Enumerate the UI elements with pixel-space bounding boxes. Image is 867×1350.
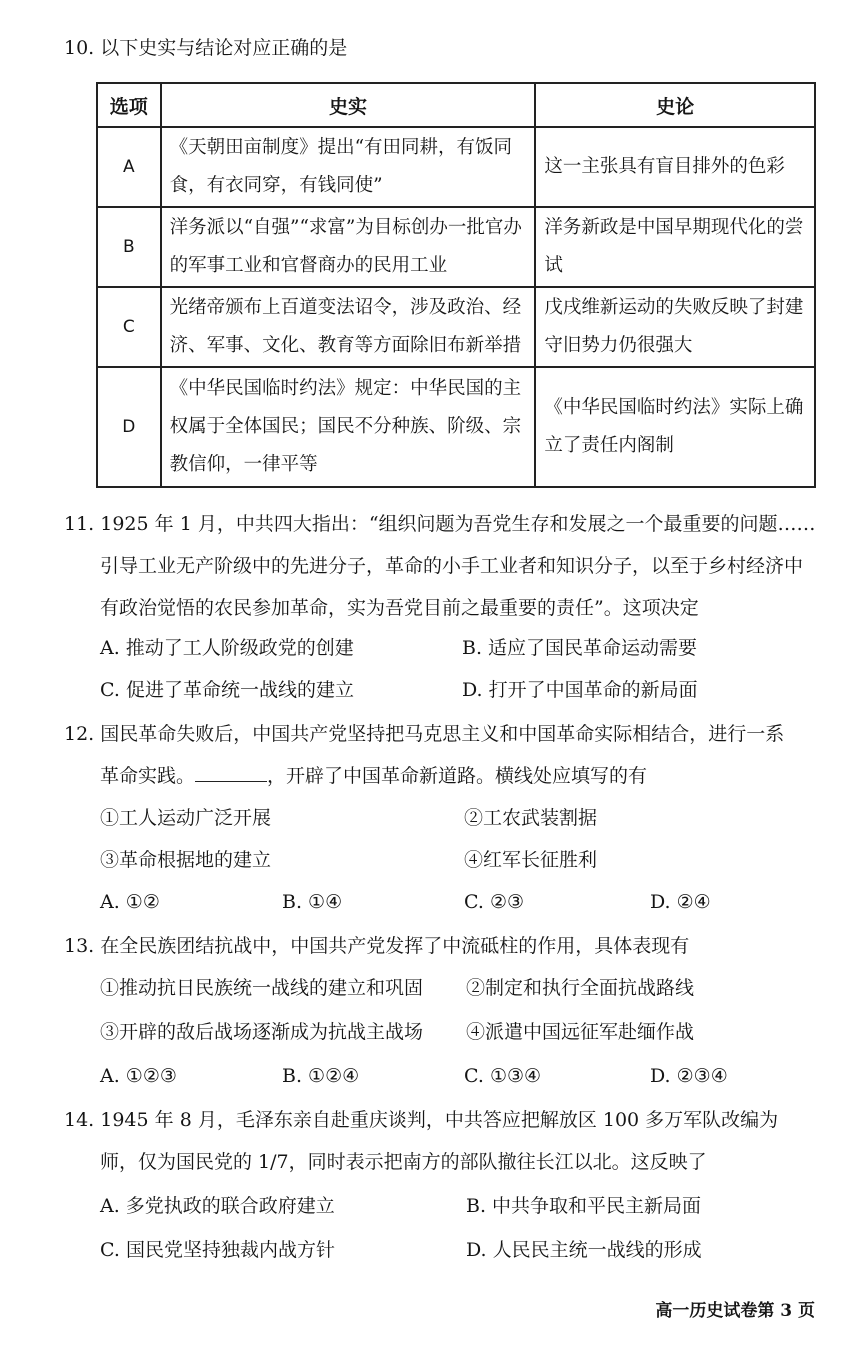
q11-option-a[interactable]: A. 推动了工人阶级政党的创建	[100, 637, 354, 659]
q11-line3: 有政治觉悟的农民参加革命，实为吾党目前之最重要的责任”。这项决定	[100, 597, 699, 619]
q12-item-4: ④红军长征胜利	[464, 849, 598, 871]
table-row	[97, 367, 815, 487]
q13-line1: 13. 在全民族团结抗战中，中国共产党发挥了中流砥柱的作用，具体表现有	[64, 935, 690, 957]
row-option: B	[97, 207, 161, 287]
q12-option-b[interactable]: B. ①④	[282, 891, 343, 913]
q13-item-2: ②制定和执行全面抗战路线	[466, 977, 695, 999]
q11-line1: 11. 1925 年 1 月，中共四大指出：“组织问题为吾党生存和发展之一个最重要的问题……	[64, 513, 816, 535]
q14-option-a[interactable]: A. 多党执政的联合政府建立	[100, 1195, 335, 1217]
q10-stem: 10. 以下史实与结论对应正确的是	[64, 37, 348, 59]
row-conclusion: 戊戌维新运动的失败反映了封建守旧势力仍很强大	[535, 287, 815, 367]
header-fact: 史实	[161, 83, 536, 127]
q14-option-b[interactable]: B. 中共争取和平民主新局面	[466, 1195, 702, 1217]
q12-line2	[100, 754, 647, 798]
q12-option-d[interactable]: D. ②④	[650, 891, 711, 913]
q12-line2-end: ，开辟了中国革命新道路。横线处应填写的有	[267, 765, 648, 787]
q12-option-a[interactable]: A. ①②	[100, 891, 160, 913]
row-fact: 《天朝田亩制度》提出“有田同耕，有饭同食，有衣同穿，有钱同使”	[161, 127, 536, 207]
q11-option-d[interactable]: D. 打开了中国革命的新局面	[462, 679, 698, 701]
row-fact: 《中华民国临时约法》规定：中华民国的主权属于全体国民；国民不分种族、阶级、宗教信仰，一律平等	[161, 367, 536, 487]
header-option: 选项	[97, 83, 161, 127]
row-conclusion: 《中华民国临时约法》实际上确立了责任内阁制	[535, 367, 815, 487]
q12-line1: 12. 国民革命失败后，中国共产党坚持把马克思主义和中国革命实际相结合，进行一系	[64, 723, 785, 745]
q13-option-b[interactable]: B. ①②④	[282, 1065, 360, 1087]
row-option: C	[97, 287, 161, 367]
q14-option-d[interactable]: D. 人民民主统一战线的形成	[466, 1239, 702, 1261]
q12-line2-start: 革命实践。	[100, 765, 196, 787]
row-conclusion: 洋务新政是中国早期现代化的尝试	[535, 207, 815, 287]
q11-line2: 引导工业无产阶级中的先进分子，革命的小手工业者和知识分子，以至于乡村经济中	[100, 555, 804, 577]
q13-option-d[interactable]: D. ②③④	[650, 1065, 728, 1087]
table-row	[97, 207, 815, 287]
table-row	[97, 127, 815, 207]
q12-item-2: ②工农武装割据	[464, 807, 598, 829]
q12-blank	[195, 763, 267, 782]
table-row	[97, 287, 815, 367]
q13-option-c[interactable]: C. ①③④	[464, 1065, 542, 1087]
row-option: A	[97, 127, 161, 207]
table-header-row	[97, 83, 815, 127]
q13-option-a[interactable]: A. ①②③	[100, 1065, 177, 1087]
q11-option-b[interactable]: B. 适应了国民革命运动需要	[462, 637, 698, 659]
q14-line2: 师，仅为国民党的 1/7，同时表示把南方的部队撤往长江以北。这反映了	[100, 1151, 707, 1173]
q13-item-3: ③开辟的敌后战场逐渐成为抗战主战场	[100, 1021, 424, 1043]
page-footer: 高一历史试卷第 3 页	[655, 1301, 815, 1321]
row-fact: 洋务派以“自强”“求富”为目标创办一批官办的军事工业和官督商办的民用工业	[161, 207, 536, 287]
q12-item-3: ③革命根据地的建立	[100, 849, 272, 871]
q10-table	[96, 82, 816, 488]
row-option: D	[97, 367, 161, 487]
q11-option-c[interactable]: C. 促进了革命统一战线的建立	[100, 679, 354, 701]
q14-line1: 14. 1945 年 8 月，毛泽东亲自赴重庆谈判，中共答应把解放区 100 多万军队改编为	[64, 1109, 779, 1131]
header-conclusion: 史论	[535, 83, 815, 127]
q12-item-1: ①工人运动广泛开展	[100, 807, 272, 829]
row-conclusion: 这一主张具有盲目排外的色彩	[535, 127, 815, 207]
q13-item-4: ④派遣中国远征军赴缅作战	[466, 1021, 695, 1043]
q12-option-c[interactable]: C. ②③	[464, 891, 525, 913]
q14-option-c[interactable]: C. 国民党坚持独裁内战方针	[100, 1239, 335, 1261]
row-fact: 光绪帝颁布上百道变法诏令，涉及政治、经济、军事、文化、教育等方面除旧布新举措	[161, 287, 536, 367]
q13-item-1: ①推动抗日民族统一战线的建立和巩固	[100, 977, 424, 999]
